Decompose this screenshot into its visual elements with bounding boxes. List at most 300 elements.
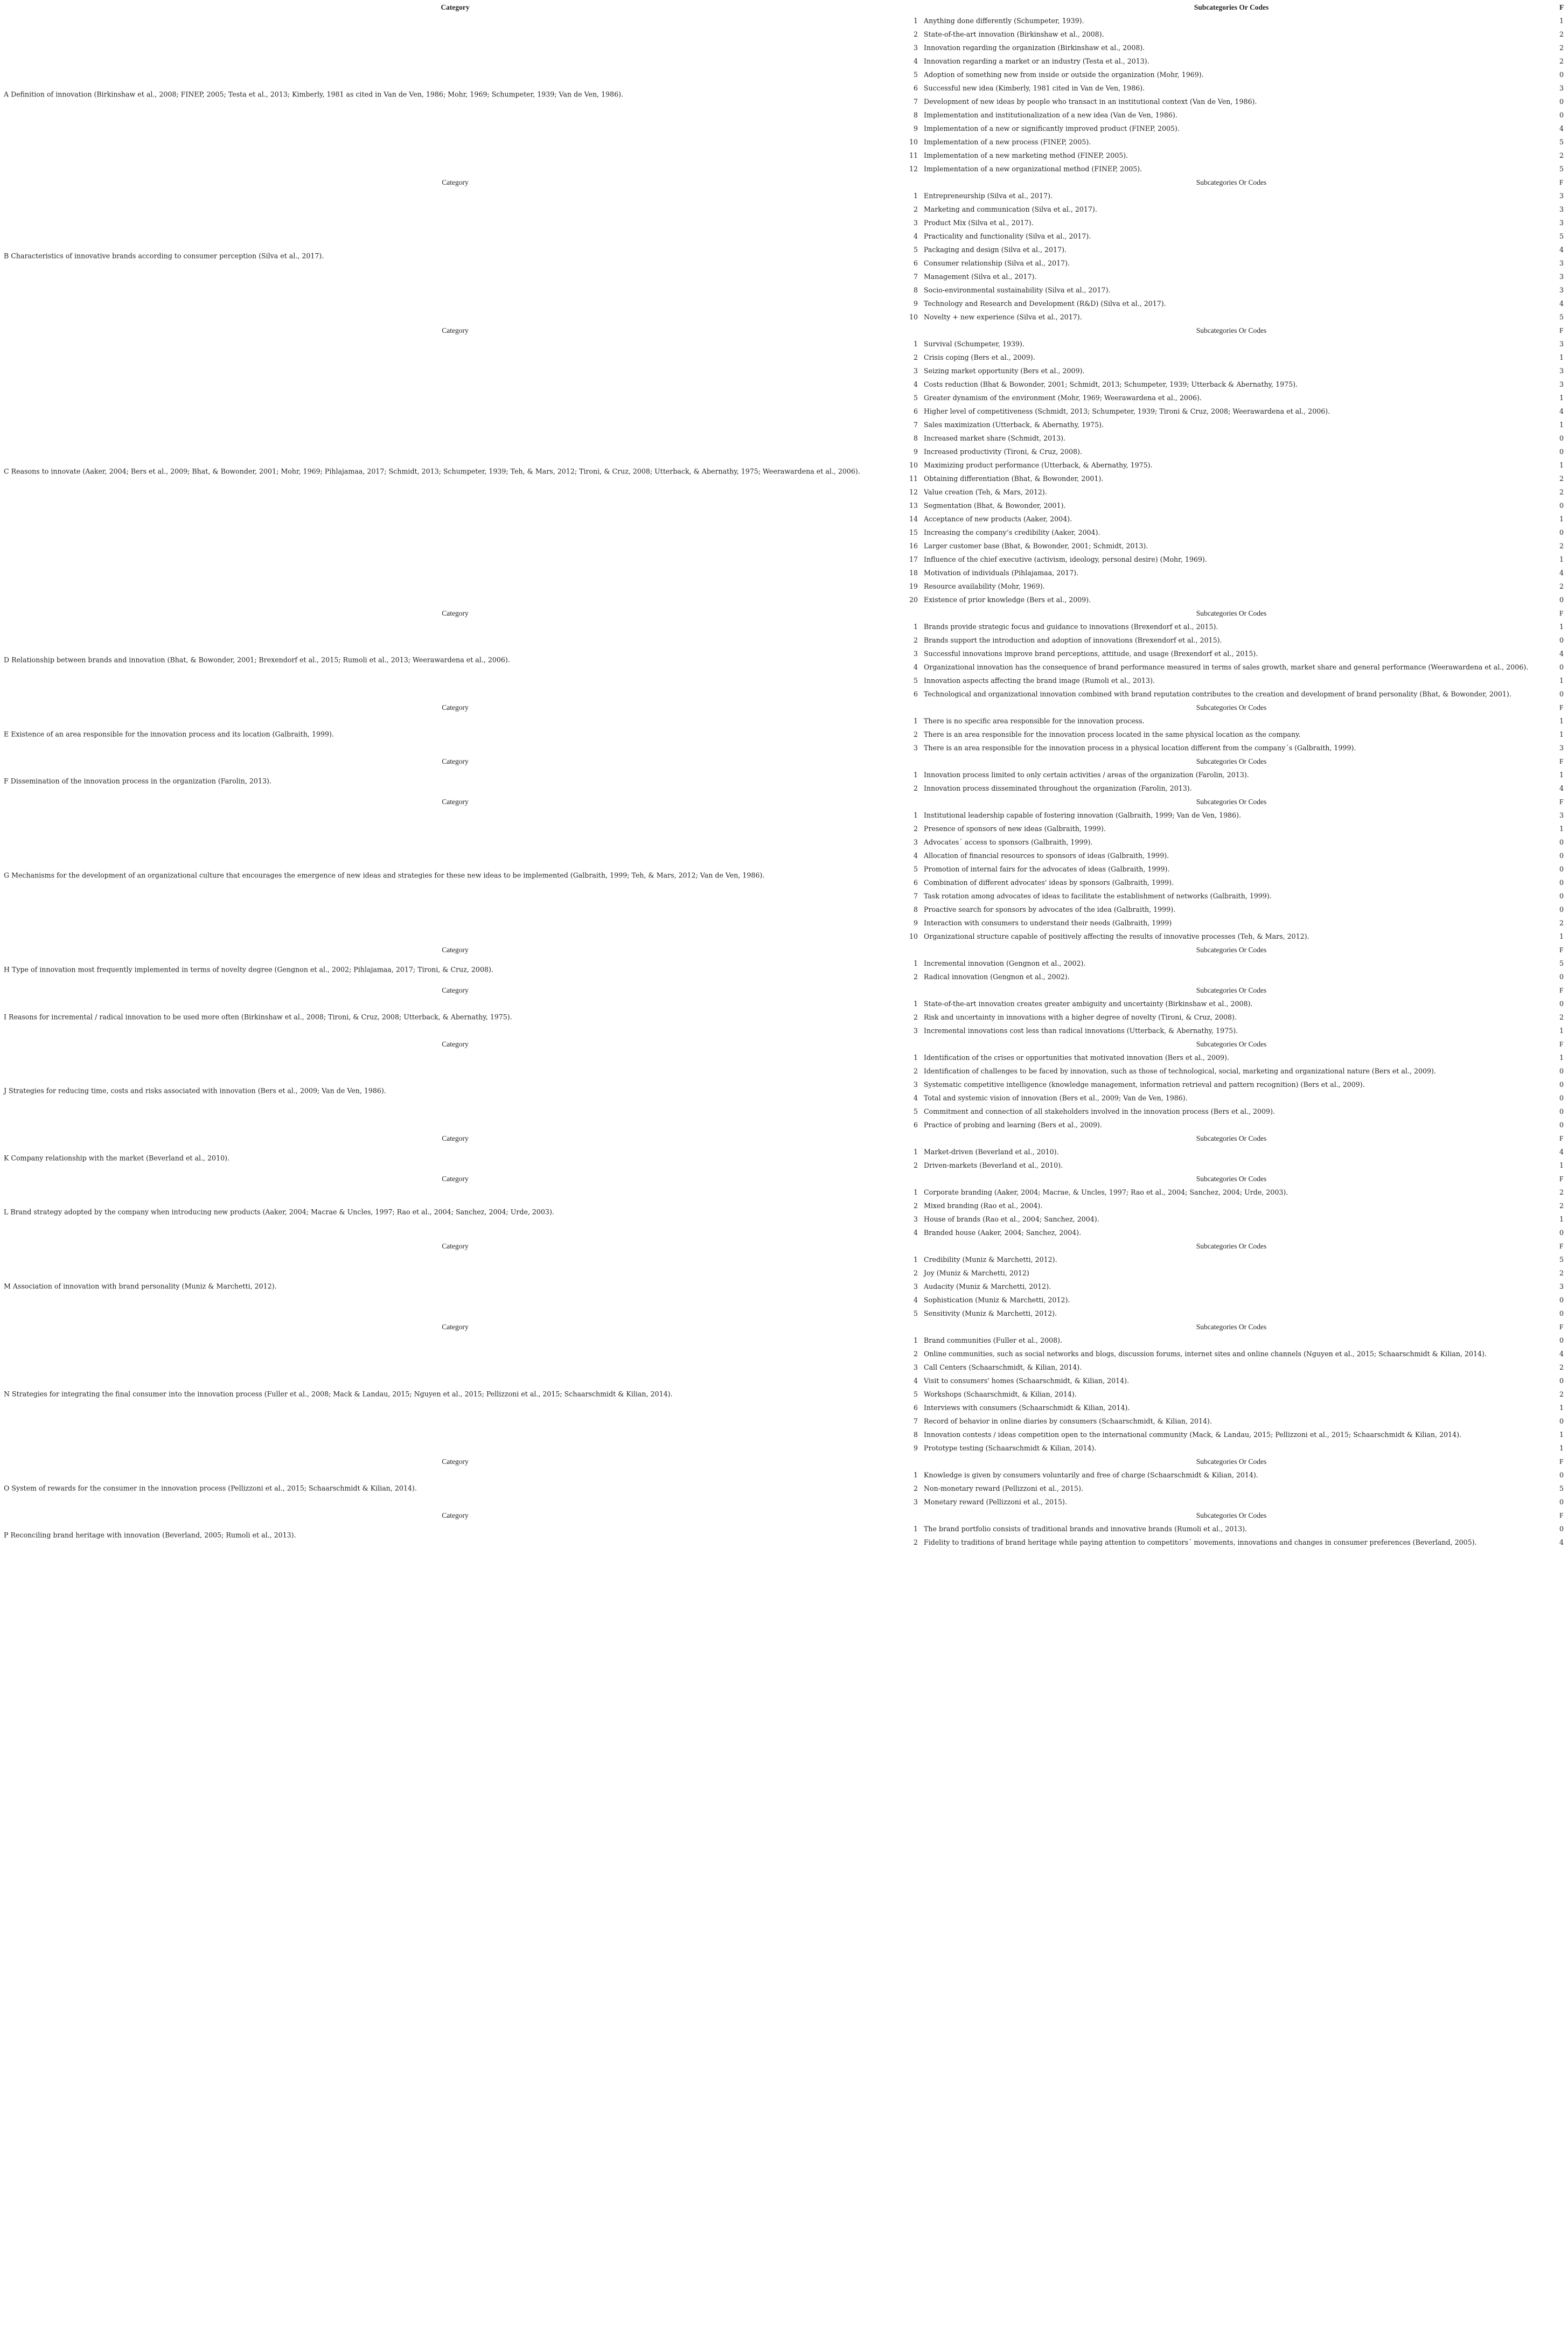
frequency-value: 5	[1559, 232, 1564, 240]
subcategory-row	[0, 390, 1568, 404]
subcategory-number: 20	[909, 596, 918, 604]
subcategory-text: Brands support the introduction and adoption of innovations (Brexendorf et al., 2015).	[924, 636, 1222, 644]
subcategory-row	[0, 1333, 1568, 1347]
frequency-value: 0	[1559, 528, 1564, 536]
subcategory-number: 8	[913, 905, 918, 913]
subcategory-row	[0, 1360, 1568, 1373]
subcategory-row	[0, 1118, 1568, 1131]
subcategory-text: Successful innovations improve brand perceptions, attitude, and usage (Brexendorf et al., 2015).	[924, 650, 1258, 658]
header-subcategories: Subcategories Or Codes	[1196, 1040, 1267, 1048]
subcategory-number: 1	[913, 340, 918, 348]
header-frequency: F	[1559, 986, 1564, 994]
subcategory-row	[0, 660, 1568, 673]
subcategory-row	[0, 350, 1568, 364]
subcategory-number: 7	[913, 273, 918, 281]
category-label: K Company relationship with the market (Beverland et al., 2010).	[4, 1154, 230, 1162]
frequency-value: 0	[1559, 1296, 1564, 1304]
category-section	[0, 1185, 1568, 1239]
subcategory-row	[0, 148, 1568, 162]
subcategory-text: Existence of prior knowledge (Bers et al., 2009).	[924, 596, 1091, 604]
subcategory-row	[0, 444, 1568, 458]
subcategory-row	[0, 1522, 1568, 1535]
frequency-value: 0	[1559, 1121, 1564, 1129]
subcategory-text: Audacity (Muniz & Marchetti, 2012).	[924, 1282, 1051, 1290]
subcategory-text: Call Centers (Schaarschmidt, & Kilian, 2014).	[924, 1363, 1082, 1371]
frequency-value: 1	[1559, 1404, 1564, 1412]
subcategory-row	[0, 202, 1568, 215]
frequency-value: 0	[1559, 1080, 1564, 1089]
header-subcategories: Subcategories Or Codes	[1196, 946, 1267, 954]
subcategory-number: 2	[913, 1161, 918, 1169]
subcategory-text: Prototype testing (Schaarschmidt & Kilian, 2014).	[924, 1444, 1097, 1452]
frequency-value: 0	[1559, 690, 1564, 698]
subcategory-number: 9	[913, 919, 918, 927]
subcategory-row	[0, 1535, 1568, 1548]
category-label: A Definition of innovation (Birkinshaw et al., 2008; FINEP, 2005; Testa et al., 2013; Kimberly, 1981 as cited in Van de Ven, 1986; Mohr, 1969; Schumpeter, 1939; Van de Ven, 1986).	[4, 90, 624, 99]
subcategory-number: 4	[913, 852, 918, 860]
subcategory-text: Organizational structure capable of positively affecting the results of innovative processes (Teh, & Mars, 2012).	[924, 932, 1309, 940]
subcategory-number: 14	[909, 515, 918, 523]
header-category: Category	[442, 1175, 469, 1183]
frequency-value: 2	[1559, 30, 1564, 38]
subcategory-text: Incremental innovations cost less than radical innovations (Utterback, & Abernathy, 1975).	[924, 1027, 1238, 1035]
category-label: H Type of innovation most frequently implemented in terms of novelty degree (Gengnon et al., 2002; Pihlajamaa, 2017; Tironi, & Cruz, 2008).	[4, 965, 493, 974]
header-category: Category	[442, 609, 469, 617]
category-section	[0, 1145, 1568, 1171]
frequency-value: 4	[1559, 569, 1564, 577]
subcategory-row	[0, 525, 1568, 539]
header-subcategories: Subcategories Or Codes	[1196, 986, 1267, 994]
subcategory-text: Seizing market opportunity (Bers et al., 2009).	[924, 367, 1085, 375]
subcategory-text: Radical innovation (Gengnon et al., 2002).	[924, 973, 1070, 981]
header-frequency: F	[1559, 1323, 1564, 1331]
subcategory-number: 7	[913, 1417, 918, 1425]
frequency-value: 0	[1559, 892, 1564, 900]
subcategory-row	[0, 229, 1568, 242]
subcategory-number: 5	[913, 246, 918, 254]
subcategory-number: 4	[913, 380, 918, 388]
subcategory-row	[0, 821, 1568, 835]
subcategory-row	[0, 808, 1568, 821]
subcategory-text: There is an area responsible for the innovation process located in the same physical location as the company.	[924, 730, 1301, 738]
frequency-value: 5	[1559, 165, 1564, 173]
table-header-row	[0, 1037, 1568, 1050]
frequency-value: 0	[1559, 501, 1564, 510]
subcategory-text: There is no specific area responsible for the innovation process.	[924, 717, 1145, 725]
subcategory-text: Advocates´ access to sponsors (Galbraith, 1999).	[924, 838, 1093, 846]
frequency-value: 0	[1559, 1094, 1564, 1102]
subcategory-row	[0, 1212, 1568, 1225]
subcategory-number: 2	[913, 1538, 918, 1546]
table-header-row	[0, 943, 1568, 956]
subcategory-text: Maximizing product performance (Utterback, & Abernathy, 1975).	[924, 461, 1153, 469]
subcategory-row	[0, 1252, 1568, 1266]
frequency-value: 5	[1559, 959, 1564, 967]
header-frequency: F	[1559, 798, 1564, 806]
subcategory-row	[0, 633, 1568, 646]
frequency-value: 0	[1559, 852, 1564, 860]
subcategory-number: 4	[913, 663, 918, 671]
frequency-value: 4	[1559, 246, 1564, 254]
subcategory-number: 1	[913, 623, 918, 631]
category-label: J Strategies for reducing time, costs and risks associated with innovation (Bers et al., 2009; Van de Ven, 1986).	[4, 1086, 386, 1095]
category-label: L Brand strategy adopted by the company when introducing new products (Aaker, 2004; Macrae & Uncles, 1997; Rao et al., 2004; Sanchez, 2004; Urde, 2003).	[4, 1208, 554, 1216]
subcategory-text: Higher level of competitiveness (Schmidt, 2013; Schumpeter, 1939; Tironi & Cruz, 2008; Weerawardena et al., 2006).	[924, 407, 1330, 415]
frequency-value: 1	[1559, 623, 1564, 631]
subcategory-row	[0, 431, 1568, 444]
header-subcategories: Subcategories Or Codes	[1196, 326, 1267, 334]
subcategory-text: Technological and organizational innovation combined with brand reputation contributes to the creation and development of brand personality (Bhat, & Bowonder, 2001).	[924, 690, 1511, 698]
category-section	[0, 1050, 1568, 1131]
subcategory-row	[0, 189, 1568, 202]
category-label: C Reasons to innovate (Aaker, 2004; Bers et al., 2009; Bhat, & Bowonder, 2001; Mohr, 1969; Pihlajamaa, 2017; Schmidt, 2013; Schumpeter, 1939; Teh, & Mars, 2012; Tironi, & Cruz, 2008; Utterback, & Abernathy, 1975; Weerawardena et al., 2006).	[4, 467, 860, 476]
category-label: N Strategies for integrating the final consumer into the innovation process (Fuller et al., 2008; Mack & Landau, 2015; Nguyen et al., 2015; Pellizzoni et al., 2015; Schaarschmidt & Kilian, 2014).	[4, 1390, 673, 1398]
category-label: I Reasons for incremental / radical innovation to be used more often (Birkinshaw et al., 2008; Tironi, & Cruz, 2008; Utterback, & Abernathy, 1975).	[4, 1013, 512, 1021]
subcategory-text: The brand portfolio consists of traditional brands and innovative brands (Rumoli et al., 2013).	[924, 1525, 1248, 1533]
subcategory-text: Monetary reward (Pellizzoni et al., 2015).	[924, 1498, 1067, 1506]
frequency-value: 3	[1559, 219, 1564, 227]
category-label: M Association of innovation with brand personality (Muniz & Marchetti, 2012).	[4, 1282, 277, 1290]
subcategory-number: 5	[913, 1309, 918, 1317]
frequency-value: 0	[1559, 1309, 1564, 1317]
table-header-row	[0, 754, 1568, 768]
subcategory-number: 15	[909, 528, 918, 536]
subcategory-row	[0, 848, 1568, 862]
frequency-value: 3	[1559, 84, 1564, 92]
subcategory-number: 2	[913, 825, 918, 833]
subcategory-number: 1	[913, 1188, 918, 1196]
subcategory-number: 11	[909, 475, 918, 483]
subcategory-row	[0, 1306, 1568, 1320]
subcategory-row	[0, 269, 1568, 283]
subcategory-text: Implementation of a new process (FINEP, 2005).	[924, 138, 1091, 146]
frequency-value: 3	[1559, 259, 1564, 267]
frequency-value: 0	[1559, 596, 1564, 604]
frequency-value: 1	[1559, 421, 1564, 429]
category-section	[0, 1468, 1568, 1508]
subcategory-row	[0, 1427, 1568, 1441]
header-frequency: F	[1559, 703, 1564, 711]
subcategory-row	[0, 1023, 1568, 1037]
subcategory-row	[0, 310, 1568, 323]
header-subcategories: Subcategories Or Codes	[1196, 1242, 1267, 1250]
subcategory-row	[0, 485, 1568, 498]
frequency-value: 2	[1559, 1390, 1564, 1398]
subcategory-number: 2	[913, 784, 918, 792]
subcategory-row	[0, 54, 1568, 67]
subcategory-number: 12	[909, 165, 918, 173]
frequency-value: 2	[1559, 475, 1564, 483]
header-subcategories: Subcategories Or Codes	[1196, 1457, 1267, 1466]
subcategory-text: Acceptance of new products (Aaker, 2004).	[924, 515, 1072, 523]
frequency-value: 3	[1559, 811, 1564, 819]
frequency-value: 1	[1559, 353, 1564, 361]
subcategory-number: 3	[913, 838, 918, 846]
header-subcategories: Subcategories Or Codes	[1196, 1134, 1267, 1142]
subcategory-row	[0, 1347, 1568, 1360]
category-section	[0, 714, 1568, 754]
subcategory-row	[0, 835, 1568, 848]
subcategory-number: 10	[909, 932, 918, 940]
frequency-value: 0	[1559, 973, 1564, 981]
subcategory-number: 11	[909, 151, 918, 159]
frequency-value: 0	[1559, 663, 1564, 671]
subcategory-text: Joy (Muniz & Marchetti, 2012)	[924, 1269, 1029, 1277]
frequency-value: 0	[1559, 1525, 1564, 1533]
header-category: Category	[442, 1134, 469, 1142]
subcategory-row	[0, 1266, 1568, 1279]
subcategory-number: 1	[913, 771, 918, 779]
frequency-value: 0	[1559, 1000, 1564, 1008]
subcategory-number: 10	[909, 461, 918, 469]
subcategory-text: Interviews with consumers (Schaarschmidt & Kilian, 2014).	[924, 1404, 1130, 1412]
frequency-value: 0	[1559, 111, 1564, 119]
subcategory-text: Innovation process limited to only certain activities / areas of the organization (Farolin, 2013).	[924, 771, 1249, 779]
header-category: Category	[442, 1457, 469, 1466]
frequency-value: 2	[1559, 1013, 1564, 1021]
frequency-value: 4	[1559, 1350, 1564, 1358]
category-label: B Characteristics of innovative brands according to consumer perception (Silva et al., 2017).	[4, 252, 324, 260]
subcategory-number: 9	[913, 124, 918, 132]
header-frequency: F	[1559, 178, 1564, 186]
subcategory-row	[0, 619, 1568, 633]
subcategory-text: Systematic competitive intelligence (knowledge management, information retrieval and pattern recognition) (Bers et al., 2009).	[924, 1080, 1365, 1089]
frequency-value: 1	[1559, 730, 1564, 738]
subcategory-number: 2	[913, 1202, 918, 1210]
subcategory-text: Costs reduction (Bhat & Bowonder, 2001; Schmidt, 2013; Schumpeter, 1939; Utterback & Abernathy, 1975).	[924, 380, 1298, 388]
subcategory-text: Implementation and institutionalization of a new idea (Van de Ven, 1986).	[924, 111, 1177, 119]
subcategory-number: 5	[913, 1390, 918, 1398]
table-header-row	[0, 1508, 1568, 1522]
subcategory-text: Motivation of individuals (Pihlajamaa, 2017).	[924, 569, 1079, 577]
subcategory-number: 4	[913, 1094, 918, 1102]
subcategory-number: 1	[913, 1255, 918, 1264]
subcategory-text: Task rotation among advocates of ideas to facilitate the establishment of networks (Galbraith, 1999).	[924, 892, 1272, 900]
subcategory-number: 17	[909, 555, 918, 563]
subcategory-row	[0, 1010, 1568, 1023]
subcategory-text: Successful new idea (Kimberly, 1981 cited in Van de Ven, 1986).	[924, 84, 1145, 92]
subcategory-number: 7	[913, 892, 918, 900]
header-subcategories: Subcategories Or Codes	[1196, 609, 1267, 617]
subcategory-text: Increased productivity (Tironi, & Cruz, 2008).	[924, 448, 1083, 456]
subcategory-text: Promotion of internal fairs for the advocates of ideas (Galbraith, 1999).	[924, 865, 1170, 873]
subcategory-number: 5	[913, 71, 918, 79]
subcategory-text: Technology and Research and Development (R&D) (Silva et al., 2017).	[924, 299, 1166, 308]
subcategory-row	[0, 741, 1568, 754]
header-frequency: F	[1559, 3, 1564, 11]
frequency-value: 1	[1559, 461, 1564, 469]
subcategory-text: Influence of the chief executive (activism, ideology, personal desire) (Mohr, 1969).	[924, 555, 1207, 563]
subcategory-text: Institutional leadership capable of fostering innovation (Galbraith, 1999; Van de Ven, 1986).	[924, 811, 1242, 819]
subcategory-number: 5	[913, 676, 918, 685]
subcategory-row	[0, 768, 1568, 781]
subcategory-number: 5	[913, 1107, 918, 1115]
header-frequency: F	[1559, 1457, 1564, 1466]
subcategory-text: House of brands (Rao et al., 2004; Sanchez, 2004).	[924, 1215, 1099, 1223]
frequency-value: 0	[1559, 865, 1564, 873]
frequency-value: 2	[1559, 1269, 1564, 1277]
subcategory-row	[0, 512, 1568, 525]
header-frequency: F	[1559, 946, 1564, 954]
frequency-value: 5	[1559, 1484, 1564, 1492]
category-section	[0, 996, 1568, 1037]
subcategory-text: Online communities, such as social networks and blogs, discussion forums, internet sites and online channels (Nguyen et al., 2015; Schaarschmidt & Kilian, 2014).	[924, 1350, 1487, 1358]
subcategory-number: 9	[913, 299, 918, 308]
subcategory-row	[0, 902, 1568, 916]
category-label: F Dissemination of the innovation process in the organization (Farolin, 2013).	[4, 777, 271, 785]
subcategory-row	[0, 162, 1568, 175]
category-label: D Relationship between brands and innovation (Bhat, & Bowonder, 2001; Brexendorf et al., 2015; Rumoli et al., 2013; Weerawardena et al., 2006).	[4, 655, 510, 664]
subcategory-number: 2	[913, 1067, 918, 1075]
subcategory-number: 3	[913, 219, 918, 227]
frequency-value: 5	[1559, 313, 1564, 321]
subcategory-row	[0, 1050, 1568, 1064]
subcategory-text: Branded house (Aaker, 2004; Sanchez, 2004).	[924, 1229, 1082, 1237]
frequency-value: 3	[1559, 744, 1564, 752]
subcategory-text: Sophistication (Muniz & Marchetti, 2012).	[924, 1296, 1070, 1304]
subcategory-number: 2	[913, 1269, 918, 1277]
frequency-value: 1	[1559, 394, 1564, 402]
frequency-value: 4	[1559, 124, 1564, 132]
subcategory-text: Total and systemic vision of innovation (Bers et al., 2009; Van de Ven, 1986).	[924, 1094, 1188, 1102]
subcategory-row	[0, 1373, 1568, 1387]
subcategory-text: Identification of challenges to be faced by innovation, such as those of technological, social, marketing and organizational nature (Bers et al., 2009).	[924, 1067, 1436, 1075]
subcategory-text: Resource availability (Mohr, 1969).	[924, 582, 1045, 590]
subcategory-number: 2	[913, 353, 918, 361]
subcategory-number: 7	[913, 421, 918, 429]
subcategory-text: Development of new ideas by people who transact in an institutional context (Van de Ven, 1986).	[924, 97, 1257, 106]
header-category: Category	[442, 986, 469, 994]
subcategory-row	[0, 875, 1568, 889]
frequency-value: 1	[1559, 555, 1564, 563]
subcategory-number: 1	[913, 959, 918, 967]
subcategory-text: Novelty + new experience (Silva et al., 2017).	[924, 313, 1082, 321]
subcategory-text: Record of behavior in online diaries by consumers (Schaarschmidt, & Kilian, 2014).	[924, 1417, 1212, 1425]
subcategory-number: 10	[909, 313, 918, 321]
subcategory-row	[0, 1091, 1568, 1104]
subcategory-number: 8	[913, 434, 918, 442]
frequency-value: 1	[1559, 17, 1564, 25]
subcategory-number: 6	[913, 690, 918, 698]
category-label: O System of rewards for the consumer in the innovation process (Pellizzoni et al., 2015; Schaarschmidt & Kilian, 2014).	[4, 1484, 417, 1492]
subcategory-row	[0, 377, 1568, 390]
subcategory-number: 8	[913, 286, 918, 294]
subcategory-row	[0, 67, 1568, 81]
header-category: Category	[442, 178, 469, 186]
subcategory-text: Interaction with consumers to understand their needs (Galbraith, 1999)	[924, 919, 1172, 927]
subcategory-text: Risk and uncertainty in innovations with a higher degree of novelty (Tironi, & Cruz, 2008).	[924, 1013, 1237, 1021]
subcategory-number: 1	[913, 1471, 918, 1479]
subcategory-text: Consumer relationship (Silva et al., 2017).	[924, 259, 1070, 267]
header-frequency: F	[1559, 1242, 1564, 1250]
frequency-value: 4	[1559, 1538, 1564, 1546]
subcategory-row	[0, 1468, 1568, 1481]
frequency-value: 1	[1559, 771, 1564, 779]
category-label: E Existence of an area responsible for the innovation process and its location (Galbraith, 1999).	[4, 730, 334, 738]
frequency-value: 4	[1559, 1148, 1564, 1156]
subcategory-row	[0, 1414, 1568, 1427]
header-subcategories: Subcategories Or Codes	[1196, 1175, 1267, 1183]
subcategory-row	[0, 81, 1568, 94]
frequency-value: 2	[1559, 582, 1564, 590]
subcategory-row	[0, 121, 1568, 135]
subcategory-number: 16	[909, 542, 918, 550]
subcategory-row	[0, 296, 1568, 310]
subcategory-row	[0, 539, 1568, 552]
subcategory-row	[0, 1077, 1568, 1091]
subcategory-number: 2	[913, 973, 918, 981]
frequency-value: 1	[1559, 1027, 1564, 1035]
header-category: Category	[441, 3, 470, 11]
frequency-value: 0	[1559, 878, 1564, 887]
header-subcategories: Subcategories Or Codes	[1196, 1323, 1267, 1331]
subcategory-text: Product Mix (Silva et al., 2017).	[924, 219, 1034, 227]
category-section	[0, 808, 1568, 943]
subcategory-row	[0, 916, 1568, 929]
subcategory-number: 4	[913, 1296, 918, 1304]
subcategory-number: 3	[913, 1498, 918, 1506]
header-frequency: F	[1559, 1134, 1564, 1142]
frequency-value: 0	[1559, 1229, 1564, 1237]
subcategory-number: 1	[913, 192, 918, 200]
subcategory-text: Visit to consumers' homes (Schaarschmidt, & Kilian, 2014).	[924, 1377, 1130, 1385]
frequency-value: 0	[1559, 434, 1564, 442]
subcategory-text: Commitment and connection of all stakeholders involved in the innovation process (Bers et al., 2009).	[924, 1107, 1275, 1115]
category-section	[0, 956, 1568, 983]
subcategory-row	[0, 94, 1568, 108]
frequency-value: 1	[1559, 676, 1564, 685]
frequency-value: 3	[1559, 380, 1564, 388]
header-subcategories: Subcategories Or Codes	[1196, 757, 1267, 765]
frequency-value: 3	[1559, 192, 1564, 200]
subcategory-row	[0, 646, 1568, 660]
frequency-value: 4	[1559, 650, 1564, 658]
subcategory-row	[0, 1481, 1568, 1495]
subcategory-text: State-of-the-art innovation (Birkinshaw et al., 2008).	[924, 30, 1104, 38]
category-section	[0, 619, 1568, 700]
frequency-value: 1	[1559, 1431, 1564, 1439]
subcategory-number: 1	[913, 1525, 918, 1533]
header-subcategories: Subcategories Or Codes	[1196, 703, 1267, 711]
subcategory-number: 5	[913, 865, 918, 873]
subcategory-text: Non-monetary reward (Pellizzoni et al., 2015).	[924, 1484, 1083, 1492]
frequency-value: 1	[1559, 1215, 1564, 1223]
subcategory-row	[0, 1293, 1568, 1306]
header-category: Category	[442, 757, 469, 765]
header-category: Category	[442, 1323, 469, 1331]
subcategory-row	[0, 417, 1568, 431]
frequency-value: 2	[1559, 488, 1564, 496]
subcategory-text: Anything done differently (Schumpeter, 1939).	[924, 17, 1084, 25]
header-frequency: F	[1559, 1511, 1564, 1519]
subcategory-row	[0, 781, 1568, 794]
subcategory-row	[0, 135, 1568, 148]
subcategory-row	[0, 1225, 1568, 1239]
frequency-value: 3	[1559, 205, 1564, 213]
subcategory-text: Larger customer base (Bhat, & Bowonder, 2001; Schmidt, 2013).	[924, 542, 1148, 550]
category-section	[0, 337, 1568, 606]
subcategory-number: 4	[913, 1377, 918, 1385]
subcategory-number: 3	[913, 744, 918, 752]
table-header-row	[0, 794, 1568, 808]
category-section	[0, 1252, 1568, 1320]
table-header-row	[0, 983, 1568, 996]
frequency-value: 0	[1559, 1377, 1564, 1385]
table-header-row	[0, 606, 1568, 619]
subcategory-number: 8	[913, 111, 918, 119]
subcategory-text: Greater dynamism of the environment (Mohr, 1969; Weerawardena et al., 2006).	[924, 394, 1202, 402]
frequency-value: 2	[1559, 44, 1564, 52]
